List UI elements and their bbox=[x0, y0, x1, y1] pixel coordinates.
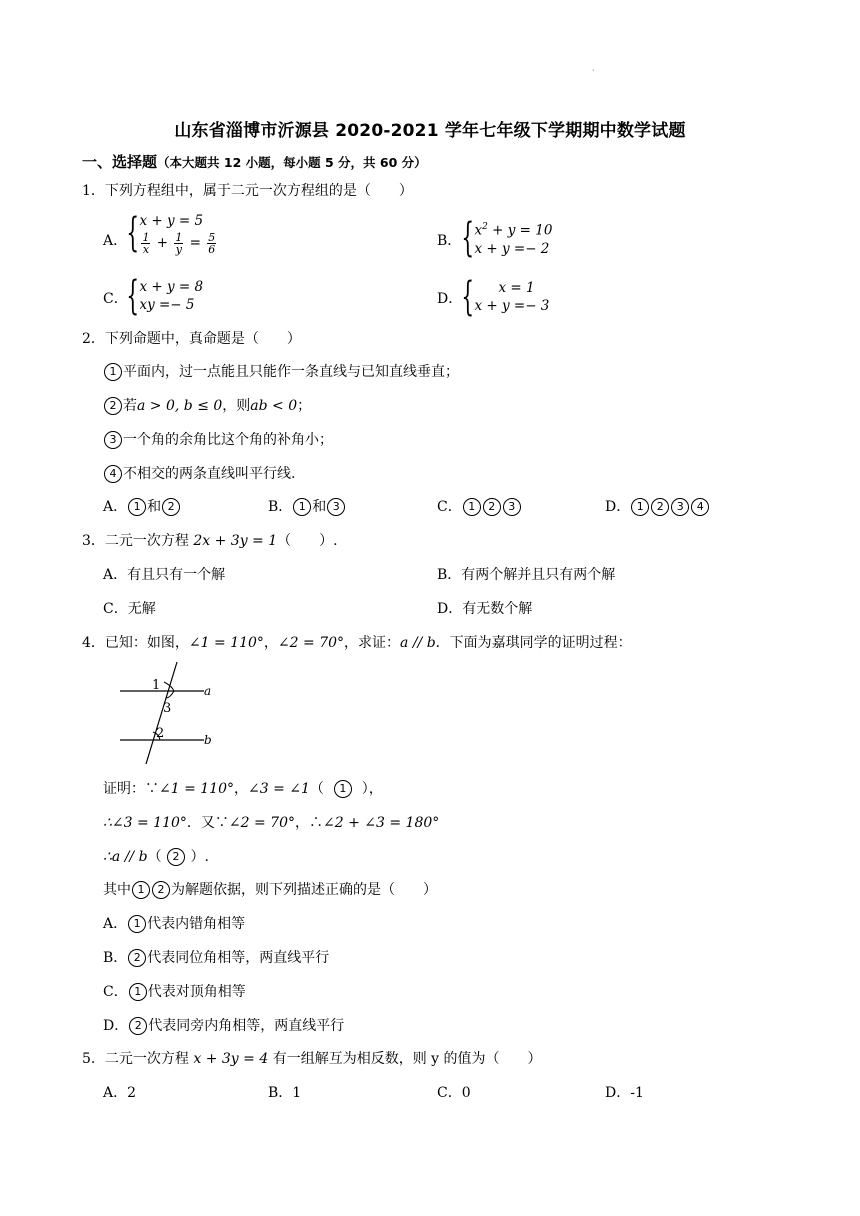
label-b: b bbox=[204, 733, 212, 747]
q1-d-row1: x = 1 bbox=[498, 280, 535, 296]
left-brace: { bbox=[461, 274, 475, 320]
q2-option-d: D． 1 2 3 4 bbox=[605, 496, 710, 516]
q2-statement-1: 1 平面内，过一点能且只能作一条直线与已知直线垂直； bbox=[103, 361, 459, 381]
q1-option-b-label: B． bbox=[437, 233, 462, 249]
q4-option-d: D． 2 代表同旁内角相等，两直线平行 bbox=[103, 1018, 345, 1034]
circled-number: 2 bbox=[104, 397, 122, 415]
q4-proof-line-1: 证明：∵∠1 = 110°，∠3 = ∠1（ 1 ）， bbox=[103, 781, 383, 797]
q3-stem: 3．二元一次方程 2x + 3y = 1（ ）. bbox=[82, 533, 338, 549]
q3-option-c: C．无解 bbox=[103, 601, 156, 617]
q3-option-d: D．有无数个解 bbox=[437, 601, 533, 617]
q2-option-b: B． 1 和 3 bbox=[268, 496, 346, 516]
q1-b-row2: x + y =− 2 bbox=[474, 240, 550, 257]
q2-statement-2: 2 若a > 0, b ≤ 0，则ab < 0； bbox=[103, 395, 311, 415]
q1-stem: 1．下列方程组中，属于二元一次方程组的是（ ） bbox=[82, 183, 413, 199]
left-brace: { bbox=[126, 273, 140, 319]
parallel-lines-figure bbox=[114, 660, 224, 768]
q1-c-row1: x + y = 8 bbox=[139, 279, 204, 295]
q1-option-d-label: D． bbox=[437, 291, 463, 307]
q2-option-c: C． 1 2 3 bbox=[437, 496, 522, 516]
q2-option-a: A． 1 和 2 bbox=[103, 496, 181, 516]
q5-option-a: A．2 bbox=[103, 1085, 137, 1101]
q4-proof-line-3: ∴a // b（ 2 ）. bbox=[103, 849, 209, 865]
circled-number: 4 bbox=[104, 465, 122, 483]
corner-mark: · bbox=[592, 66, 595, 75]
q1-option-c-system bbox=[124, 273, 204, 319]
q3-option-a: A．有且只有一个解 bbox=[103, 567, 226, 583]
q5-option-b: B．1 bbox=[268, 1085, 302, 1101]
q1-option-a-label: A． bbox=[103, 233, 128, 249]
q1-option-c-label: C． bbox=[103, 291, 128, 307]
section-note: （本大题共 12 小题，每小题 5 分，共 60 分） bbox=[157, 155, 427, 170]
q2-statement-3: 3 一个角的余角比这个角的补角小； bbox=[103, 429, 333, 449]
label-1: 1 bbox=[152, 678, 161, 693]
q2-stem: 2．下列命题中，真命题是（ ） bbox=[82, 331, 301, 347]
left-brace: { bbox=[126, 210, 140, 256]
q4-question: 其中 1 2 为解题依据，则下列描述正确的是（ ） bbox=[103, 882, 437, 898]
q5-option-c: C．0 bbox=[437, 1085, 471, 1101]
q1-d-row2: x + y =− 3 bbox=[474, 298, 550, 314]
left-brace: { bbox=[461, 215, 475, 261]
q1-option-a-system bbox=[124, 211, 218, 255]
q1-option-b-system bbox=[459, 215, 553, 261]
q1-a-row2: $\frac{1}{x}$ + $\frac{1}{y}$ = $\frac{5}{6}$ bbox=[142, 231, 216, 256]
section-heading bbox=[82, 151, 427, 172]
page-title: 山东省淄博市沂源县 2020-2021 学年七年级下学期期中数学试题 bbox=[174, 121, 686, 141]
label-a: a bbox=[204, 684, 212, 698]
q2-statement-4: 4 不相交的两条直线叫平行线. bbox=[103, 463, 295, 483]
circled-number: 3 bbox=[104, 431, 122, 449]
q5-stem: 5．二元一次方程 x + 3y = 4 有一组解互为相反数，则 y 的值为（ ） bbox=[82, 1051, 542, 1067]
transversal bbox=[146, 662, 177, 764]
label-3: 3 bbox=[163, 701, 172, 716]
circled-number: 1 bbox=[104, 363, 122, 381]
q4-option-c: C． 1 代表对顶角相等 bbox=[103, 984, 246, 1000]
q1-a-row1: x + y = 5 bbox=[139, 213, 204, 229]
q4-proof-line-2: ∴∠3 = 110°．又∵∠2 = 70°，∴∠2 + ∠3 = 180° bbox=[103, 815, 440, 831]
q3-option-b: B．有两个解并且只有两个解 bbox=[437, 567, 616, 583]
q5-option-d: D．-1 bbox=[605, 1085, 644, 1101]
q1-option-d-system bbox=[459, 274, 550, 320]
q4-option-b: B． 2 代表同位角相等，两直线平行 bbox=[103, 950, 330, 966]
q1-c-row2: xy =− 5 bbox=[139, 297, 195, 313]
label-2: 2 bbox=[156, 726, 165, 741]
section-title: 一、选择题 bbox=[82, 153, 158, 171]
q4-stem: 4．已知：如图，∠1 = 110°，∠2 = 70°，求证：a // b．下面为嘉琪同学的证明过程： bbox=[82, 635, 632, 651]
q1-b-row1: $x^2 + y = 10$ bbox=[474, 222, 553, 239]
q4-option-a: A． 1 代表内错角相等 bbox=[103, 916, 246, 932]
